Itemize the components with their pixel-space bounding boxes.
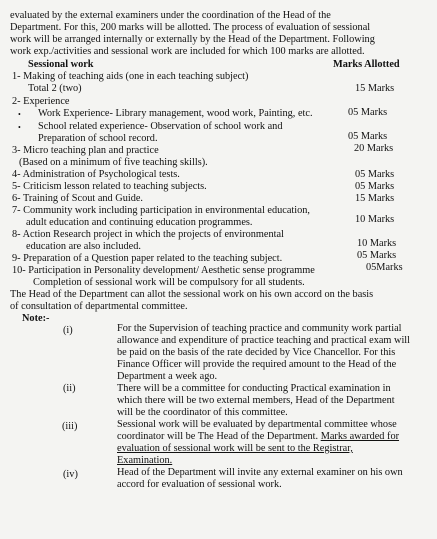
note-line: evaluation of sessional work will be sent to the Registrar, bbox=[117, 443, 353, 454]
note-line: which there will be two external members, Head of the Department bbox=[117, 395, 395, 406]
table-row-marks: 15 Marks bbox=[355, 83, 395, 94]
underlined-text: Marks awarded for bbox=[320, 431, 400, 442]
table-row-text: Total 2 (two) bbox=[28, 83, 82, 94]
intro-line-1: evaluated by the external examiners under the coordination of the Head of the bbox=[10, 10, 331, 21]
table-row-text: (Based on a minimum of five teaching skills). bbox=[19, 157, 208, 168]
table-row-marks: 20 Marks bbox=[354, 143, 394, 154]
table-row-marks: 05 Marks bbox=[355, 169, 395, 180]
table-row-marks: 05 Marks bbox=[348, 107, 388, 118]
table-row-marks: 05 Marks bbox=[348, 131, 388, 142]
table-row-text: 9- Preparation of a Question paper related to the teaching subject. bbox=[12, 253, 283, 264]
hod-line-2: of consultation of departmental committee. bbox=[10, 301, 188, 312]
note-line: Sessional work will be evaluated by departmental committee whose bbox=[117, 419, 397, 430]
table-row-text: 3- Micro teaching plan and practice bbox=[12, 145, 159, 156]
note-line: coordinator will be The Head of the Department. bbox=[117, 431, 319, 442]
note-number: (i) bbox=[63, 325, 73, 336]
table-row-text: education are also included. bbox=[26, 241, 141, 252]
table-row-marks: 10 Marks bbox=[357, 238, 397, 249]
table-row-text: School related experience- Observation of school work and bbox=[38, 121, 283, 132]
note-line-group bbox=[117, 431, 399, 443]
table-row-marks: 05Marks bbox=[366, 262, 403, 273]
table-row-text: Work Experience- Library management, wood work, Painting, etc. bbox=[38, 108, 313, 119]
bullet-icon: • bbox=[18, 110, 21, 119]
note-line: Head of the Department will invite any external examiner on his own bbox=[117, 467, 403, 478]
table-row-marks: 15 Marks bbox=[355, 193, 395, 204]
table-row-text: Completion of sessional work will be compulsory for all students. bbox=[33, 277, 305, 288]
intro-line-2: Department. For this, 200 marks will be allotted. The process of evaluation of sessional bbox=[10, 22, 371, 33]
table-row-text: 2- Experience bbox=[12, 96, 70, 107]
sessional-work-header: Sessional work bbox=[28, 59, 94, 70]
table-row-text: 5- Criticism lesson related to teaching subjects. bbox=[12, 181, 207, 192]
note-number: (iii) bbox=[62, 421, 78, 432]
note-line: will be the coordinator of this committee. bbox=[117, 407, 288, 418]
note-number: (iv) bbox=[63, 469, 78, 480]
table-row-text: Preparation of school record. bbox=[38, 133, 158, 144]
note-number: (ii) bbox=[63, 383, 76, 394]
table-row-text: 4- Administration of Psychological tests. bbox=[12, 169, 180, 180]
note-line: Examination. bbox=[117, 455, 173, 466]
note-line: For the Supervision of teaching practice and community work partial bbox=[117, 323, 402, 334]
table-row-text: 1- Making of teaching aids (one in each teaching subject) bbox=[12, 71, 249, 82]
note-line: Finance Officer will provide the required amount to the Head of the bbox=[117, 359, 397, 370]
marks-allotted-header: Marks Allotted bbox=[333, 59, 400, 70]
bullet-icon: • bbox=[18, 123, 21, 132]
note-line: Department a week ago. bbox=[117, 371, 218, 382]
table-row-marks: 10 Marks bbox=[355, 214, 395, 225]
note-line: be paid on the basis of the rate decided by Vice Chancellor. For this bbox=[117, 347, 396, 358]
note-title: Note:- bbox=[22, 313, 50, 324]
intro-line-3: work will be arranged internally or externally by the Head of the Department. Following bbox=[10, 34, 375, 45]
table-row-marks: 05 Marks bbox=[355, 181, 395, 192]
note-line: There will be a committee for conducting Practical examination in bbox=[117, 383, 391, 394]
hod-line-1: The Head of the Department can allot the sessional work on his own accord on the basis bbox=[10, 289, 374, 300]
table-row-text: 8- Action Research project in which the projects of environmental bbox=[12, 229, 284, 240]
table-row-text: 7- Community work including participation in environmental education, bbox=[12, 205, 310, 216]
note-line: accord for evaluation of sessional work. bbox=[117, 479, 282, 490]
table-row-marks: 05 Marks bbox=[357, 250, 397, 261]
note-line: allowance and expenditure of practice teaching and practical exam will bbox=[117, 335, 411, 346]
intro-line-4: work exp./activities and sessional work are included for which 100 marks are allotted. bbox=[10, 46, 365, 57]
table-row-text: adult education and continuing education programmes. bbox=[26, 217, 253, 228]
table-row-text: 6- Training of Scout and Guide. bbox=[12, 193, 143, 204]
table-row-text: 10- Participation in Personality development/ Aesthetic sense programme bbox=[12, 265, 315, 276]
